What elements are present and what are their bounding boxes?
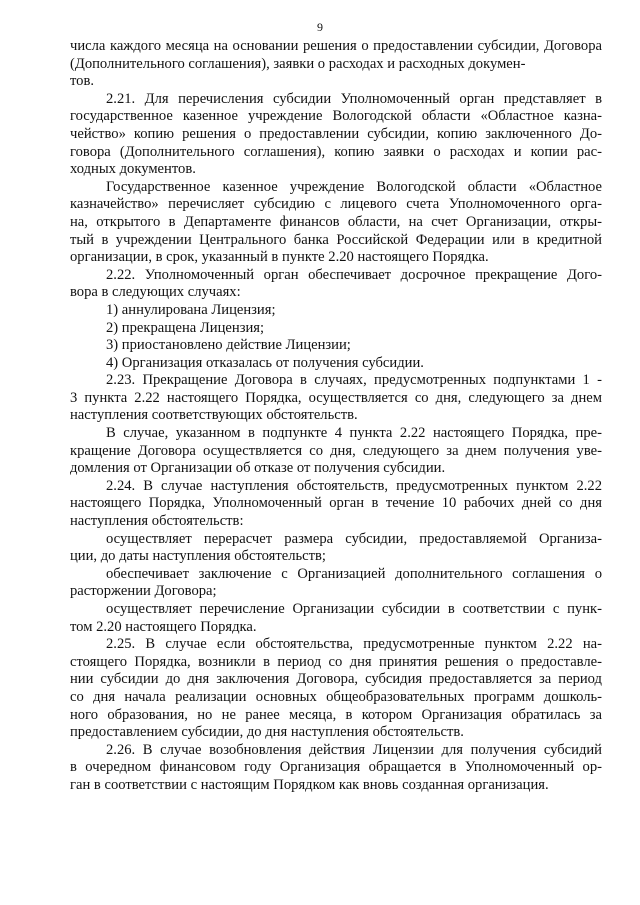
text-line: Государственное казенное учреждение Вологодской области «Областное [106, 178, 602, 195]
text-line: В случае, указанном в подпункте 4 пункта 2.22 настоящего Порядка, пре- [106, 425, 602, 442]
text-line: наступления соответствующих обстоятельств. [70, 407, 358, 424]
text-line: 3) приостановлено действие Лицензии; [106, 337, 351, 354]
text-line: казначейство» перечисляет субсидию с лицевого счета Уполномоченного орга- [70, 196, 602, 213]
text-line: ции, до даты наступления обстоятельств; [70, 548, 326, 565]
text-line: осуществляет перерасчет размера субсидии, предоставляемой Организа- [106, 530, 602, 547]
text-line: 2) прекращена Лицензия; [106, 319, 265, 336]
text-line: организации, в срок, указанный в пункте 2.20 настоящего Порядка. [70, 249, 489, 266]
text-line: тый в учреждении Центрального банка Российской Федерации или в кредитной [70, 231, 602, 248]
text-line: домления от Организации об отказе от получения субсидии. [70, 460, 446, 477]
text-line: тов. [70, 73, 95, 90]
text-line: 4) Организация отказалась от получения субсидии. [106, 354, 424, 371]
text-line: нии субсидии до дня заключения Договора, субсидия предоставляется за период [70, 671, 602, 688]
text-line: государственное казенное учреждение Вологодской области «Областное казна- [70, 108, 602, 125]
text-line: на, открытого в Департаменте финансов области, на счет Организации, откры- [70, 213, 602, 230]
text-line: 2.21. Для перечисления субсидии Уполномоченный орган представляет в [106, 90, 602, 107]
text-line: наступления обстоятельств: [70, 513, 244, 530]
text-line: ходных документов. [70, 161, 196, 178]
text-line: обеспечивает заключение с Организацией дополнительного соглашения о [106, 565, 602, 582]
text-line: вора в следующих случаях: [70, 284, 241, 301]
text-line: 1) аннулирована Лицензия; [106, 301, 276, 318]
text-line: 3 пункта 2.22 настоящего Порядка, осуществляется со дня, следующего за днем [70, 389, 602, 406]
text-line: стоящего Порядка, возникли в период со дня принятия решения о предоставле- [70, 653, 602, 670]
text-line: 2.26. В случае возобновления действия Лицензии для получения субсидий [106, 741, 602, 758]
text-line: 2.22. Уполномоченный орган обеспечивает досрочное прекращение Дого- [106, 266, 602, 283]
text-line: 2.23. Прекращение Договора в случаях, предусмотренных подпунктами 1 - [106, 372, 602, 389]
text-line: ного образования, но не ранее месяца, в котором Организация обратилась за [70, 706, 602, 723]
document-body [70, 38, 602, 795]
text-line: 2.24. В случае наступления обстоятельств, предусмотренных пунктом 2.22 [106, 477, 602, 494]
text-line: со дня начала реализации основных общеобразовательных программ дошколь- [70, 688, 602, 705]
text-line: 2.25. В случае если обстоятельства, предусмотренные пунктом 2.22 на- [106, 636, 602, 653]
text-line: говора (Дополнительного соглашения), копию заявки о расходах и копии рас- [70, 143, 602, 160]
text-line: расторжении Договора; [70, 583, 217, 600]
text-line: чейство» копию решения о предоставлении субсидии, копию заключенного До- [70, 125, 602, 142]
text-line: том 2.20 настоящего Порядка. [70, 618, 257, 635]
text-line: в очередном финансовом году Организация обращается в Уполномоченный ор- [70, 759, 602, 776]
text-line: числа каждого месяца на основании решения о предоставлении субсидии, Договора (Дополнительного соглашения), заявки о расходах и расходных докумен- [70, 38, 602, 72]
text-line: ган в соответствии с настоящим Порядком как вновь созданная организация. [70, 776, 549, 793]
text-line: кращение Договора осуществляется со дня, следующего за днем получения уве- [70, 442, 602, 459]
text-line: предоставлением субсидии, до дня наступления обстоятельств. [70, 724, 464, 741]
text-line: осуществляет перечисление Организации субсидии в соответствии с пунк- [106, 601, 602, 617]
text-line: настоящего Порядка, Уполномоченный орган в течение 10 рабочих дней со дня [70, 495, 602, 512]
page-number: 9 [317, 20, 323, 34]
